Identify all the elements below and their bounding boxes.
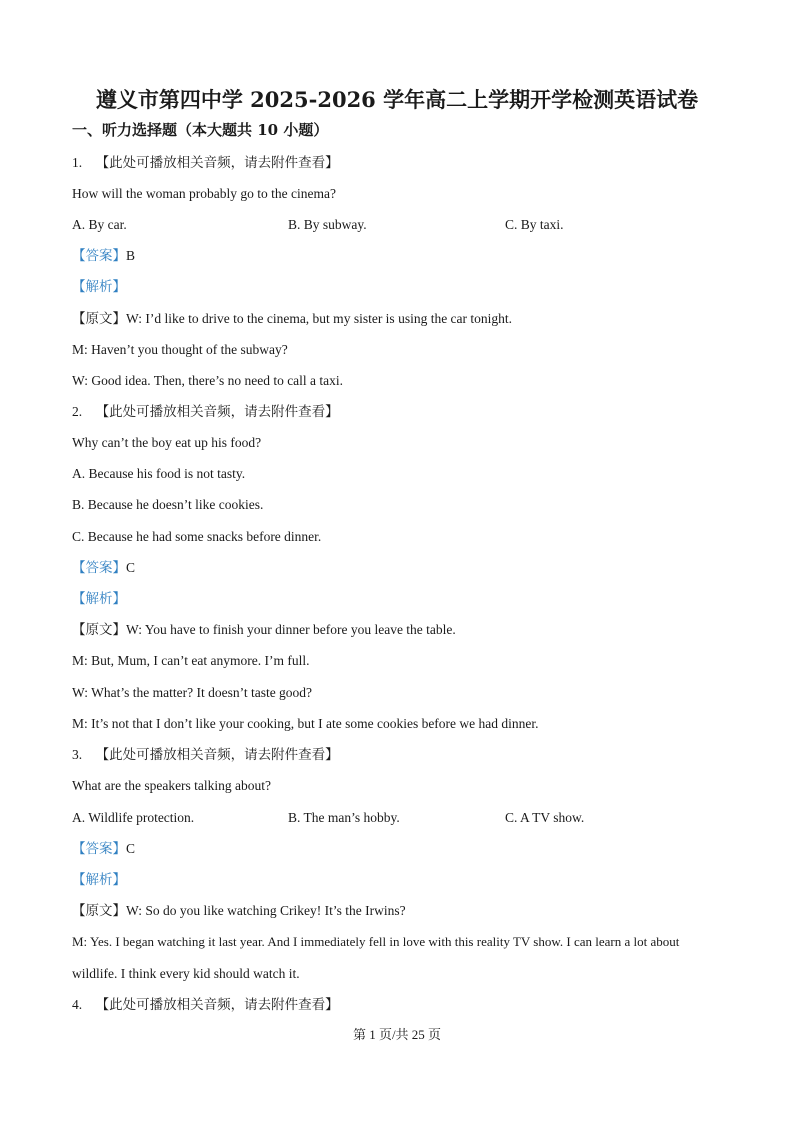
question-1-stem: How will the woman probably go to the cinema? — [72, 186, 336, 201]
question-1-header — [72, 154, 339, 172]
question-2-header — [72, 403, 339, 421]
script-line: M: Yes. I began watching it last year. And I immediately fell in love with this reality TV show. I can learn a lot about — [72, 934, 680, 949]
answer-line — [72, 559, 135, 577]
original-line — [72, 621, 456, 639]
script-line: W: Good idea. Then, there’s no need to call a taxi. — [72, 373, 344, 388]
original-line — [72, 902, 406, 920]
option-b: B. The man’s hobby. — [288, 810, 400, 825]
original-text: W: I’d like to drive to the cinema, but my sister is using the car tonight. — [126, 311, 513, 326]
option-a: A. Wildlife protection. — [72, 810, 195, 825]
answer-line — [72, 247, 135, 265]
answer-tag: 【答案】 — [72, 560, 126, 575]
audio-note: 【此处可播放相关音频，请去附件查看】 — [95, 404, 339, 419]
audio-note: 【此处可播放相关音频，请去附件查看】 — [95, 997, 339, 1012]
question-number: 2. — [72, 404, 83, 419]
page-footer: 第 1 页/共 25 页 — [352, 1027, 442, 1042]
answer-tag: 【答案】 — [72, 248, 126, 263]
script-line: M: It’s not that I don’t like your cooking, but I ate some cookies before we had dinner. — [72, 716, 539, 731]
option-c: C. By taxi. — [505, 217, 564, 232]
question-2-stem: Why can’t the boy eat up his food? — [72, 435, 262, 450]
original-tag: 【原文】 — [72, 311, 126, 326]
option-b: B. Because he doesn’t like cookies. — [72, 497, 264, 512]
question-number: 1. — [72, 155, 83, 170]
question-number: 3. — [72, 747, 83, 762]
section-heading: 一、听力选择题（本大题共 10 小题） — [72, 121, 329, 139]
question-3-header — [72, 746, 339, 764]
option-a: A. Because his food is not tasty. — [72, 466, 246, 481]
script-line: wildlife. I think every kid should watch it. — [72, 966, 300, 981]
script-line: M: But, Mum, I can’t eat anymore. I’m full. — [72, 653, 310, 668]
script-line: W: What’s the matter? It doesn’t taste good? — [72, 685, 313, 700]
answer-value: C — [126, 841, 136, 856]
option-c: C. Because he had some snacks before dinner. — [72, 529, 322, 544]
analysis-tag: 【解析】 — [72, 872, 126, 887]
original-text: W: So do you like watching Crikey! It’s the Irwins? — [126, 903, 406, 918]
option-b: B. By subway. — [288, 217, 367, 232]
answer-line — [72, 840, 135, 858]
page-title: 遵义市第四中学 2025-2026 学年高二上学期开学检测英语试卷 — [95, 87, 699, 112]
audio-note: 【此处可播放相关音频，请去附件查看】 — [95, 747, 339, 762]
audio-note: 【此处可播放相关音频，请去附件查看】 — [95, 155, 339, 170]
original-text: W: You have to finish your dinner before you leave the table. — [126, 622, 456, 637]
answer-value: C — [126, 560, 136, 575]
option-c: C. A TV show. — [505, 810, 585, 825]
analysis-tag: 【解析】 — [72, 279, 126, 294]
question-4-header — [72, 996, 339, 1014]
original-tag: 【原文】 — [72, 622, 126, 637]
analysis-tag: 【解析】 — [72, 591, 126, 606]
question-number: 4. — [72, 997, 83, 1012]
script-line: M: Haven’t you thought of the subway? — [72, 342, 288, 357]
original-tag: 【原文】 — [72, 903, 126, 918]
question-3-stem: What are the speakers talking about? — [72, 778, 272, 793]
option-a: A. By car. — [72, 217, 127, 232]
original-line — [72, 310, 512, 328]
answer-value: B — [126, 248, 136, 263]
answer-tag: 【答案】 — [72, 841, 126, 856]
